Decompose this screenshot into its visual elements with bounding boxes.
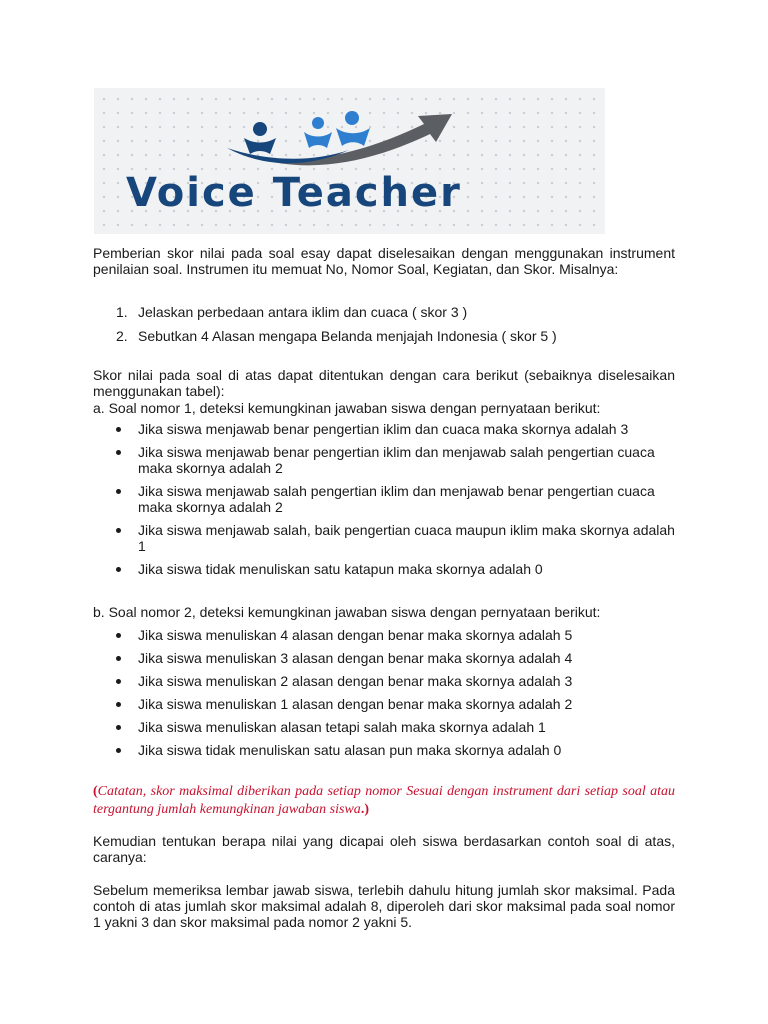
question-item bbox=[93, 328, 673, 344]
logo-banner bbox=[94, 88, 605, 234]
bullet-icon bbox=[116, 702, 121, 707]
list-item: Jika siswa menjawab salah pengertian iklim dan menjawab benar pengertian cuaca maka skornya adalah 2 bbox=[93, 483, 675, 515]
list-item: Jika siswa menuliskan 3 alasan dengan benar maka skornya adalah 4 bbox=[93, 650, 675, 666]
section-b-heading: b. Soal nomor 2, deteksi kemungkinan jawaban siswa dengan pernyataan berikut: bbox=[93, 604, 601, 620]
question-list bbox=[93, 304, 673, 352]
list-item: Jika siswa tidak menuliskan satu katapun maka skornya adalah 0 bbox=[93, 561, 675, 577]
list-item: Jika siswa menjawab salah, baik pengertian cuaca maupun iklim maka skornya adalah 1 bbox=[93, 522, 675, 554]
list-item: Jika siswa menuliskan 1 alasan dengan benar maka skornya adalah 2 bbox=[93, 696, 675, 712]
question-text: Jelaskan perbedaan antara iklim dan cuaca ( skor 3 ) bbox=[138, 304, 468, 320]
list-item: Jika siswa menuliskan alasan tetapi salah maka skornya adalah 1 bbox=[93, 719, 675, 735]
scoring-intro: Skor nilai pada soal di atas dapat ditentukan dengan cara berikut (sebaiknya diselesaikan menggunakan tabel): bbox=[93, 367, 675, 399]
bullet-icon bbox=[116, 489, 121, 494]
question-text: Sebutkan 4 Alasan mengapa Belanda menjajah Indonesia ( skor 5 ) bbox=[138, 328, 557, 344]
bullet-icon bbox=[116, 567, 121, 572]
section-b-list bbox=[93, 627, 675, 765]
bullet-icon bbox=[116, 450, 121, 455]
note-text: Catatan, skor maksimal diberikan pada setiap nomor Sesuai dengan instrument dari setiap soal atau tergantung jumlah kemungkinan jawaban siswa bbox=[93, 784, 675, 817]
note-open-paren: ( bbox=[93, 784, 98, 799]
closing-paragraph-1: Kemudian tentukan berapa nilai yang dicapai oleh siswa berdasarkan contoh soal di atas, caranya: bbox=[93, 833, 675, 865]
note-paragraph bbox=[93, 783, 675, 819]
intro-paragraph: Pemberian skor nilai pada soal esay dapat diselesaikan dengan menggunakan instrument penilaian soal. Instrumen itu memuat No, Nomor Soal, Kegiatan, dan Skor. Misalnya: bbox=[93, 245, 675, 277]
bullet-icon bbox=[116, 633, 121, 638]
list-item: Jika siswa menuliskan 4 alasan dengan benar maka skornya adalah 5 bbox=[93, 627, 675, 643]
bullet-icon bbox=[116, 725, 121, 730]
question-item bbox=[93, 304, 673, 320]
list-item: Jika siswa menjawab benar pengertian iklim dan cuaca maka skornya adalah 3 bbox=[93, 421, 675, 437]
section-a-heading: a. Soal nomor 1, deteksi kemungkinan jawaban siswa dengan pernyataan berikut: bbox=[93, 400, 601, 416]
bullet-icon bbox=[116, 679, 121, 684]
bullet-icon bbox=[116, 748, 121, 753]
list-item: Jika siswa menjawab benar pengertian iklim dan menjawab salah pengertian cuaca maka skornya adalah 2 bbox=[93, 444, 675, 476]
list-item: Jika siswa tidak menuliskan satu alasan pun maka skornya adalah 0 bbox=[93, 742, 675, 758]
logo-title: Voice Teacher bbox=[126, 170, 462, 216]
note-close: .) bbox=[360, 802, 369, 817]
bullet-icon bbox=[116, 656, 121, 661]
question-number: 2. bbox=[116, 328, 128, 344]
closing-paragraph-2: Sebelum memeriksa lembar jawab siswa, terlebih dahulu hitung jumlah skor maksimal. Pada contoh di atas jumlah skor maksimal adalah 8, diperoleh dari skor maksimal pada soal nomor 1 yakni 3 dan skor maksimal pada nomor 2 yakni 5. bbox=[93, 882, 675, 930]
list-item: Jika siswa menuliskan 2 alasan dengan benar maka skornya adalah 3 bbox=[93, 673, 675, 689]
bullet-icon bbox=[116, 528, 121, 533]
bullet-icon bbox=[116, 427, 121, 432]
section-a-list bbox=[93, 421, 675, 584]
question-number: 1. bbox=[116, 304, 128, 320]
